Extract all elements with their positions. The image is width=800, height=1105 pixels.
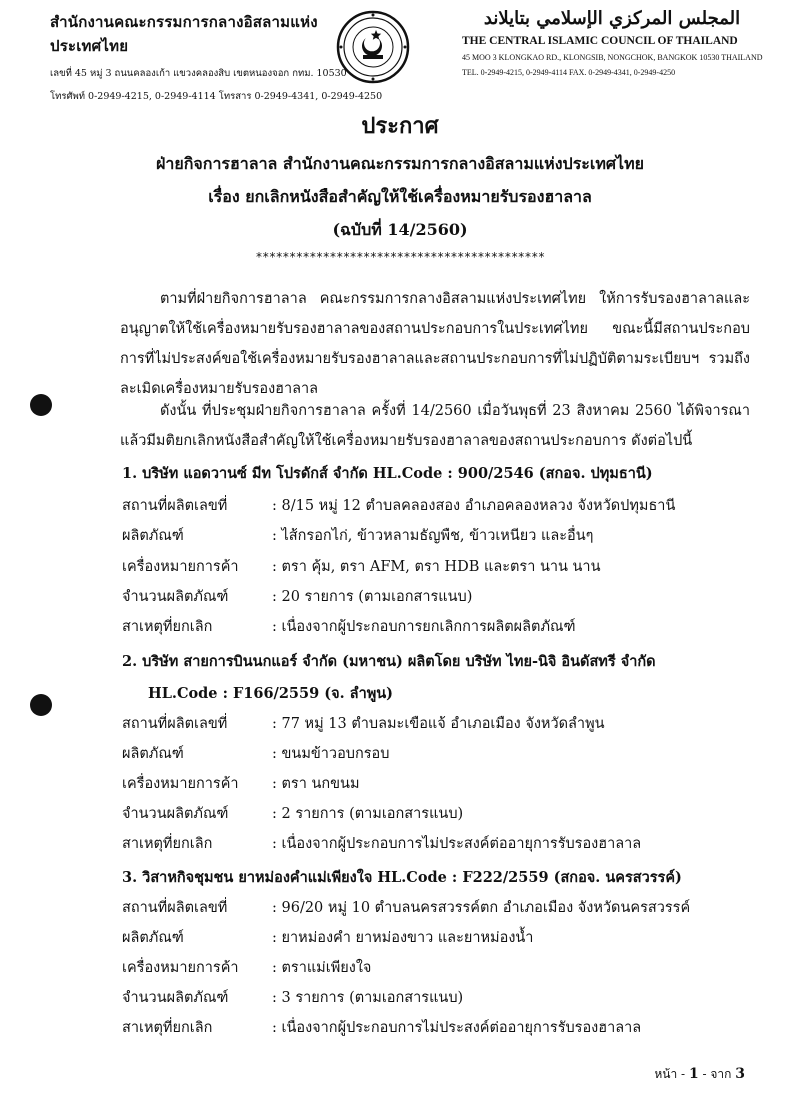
label-location: สถานที่ผลิตเลขที่ (122, 498, 228, 514)
label-reason: สาเหตุที่ยกเลิก (122, 619, 213, 635)
value-reason: : เนื่องจากผู้ประกอบการยกเลิกการผลิตผลิตภัณฑ์ (272, 619, 576, 635)
value-product: : ยาหม่องคำ ยาหม่องขาว และยาหม่องน้ำ (272, 930, 534, 946)
item-heading-code: HL.Code : F166/2559 (จ. ลำพูน) (148, 685, 394, 702)
label-trademark: เครื่องหมายการค้า (122, 960, 239, 976)
value-product: : ไส้กรอกไก่, ข้าวหลามธัญพืช, ข้าวเหนียว และอื่นๆ (272, 528, 594, 544)
punch-hole (30, 394, 52, 416)
item-heading: 3. วิสาหกิจชุมชน ยาหม่องคำแม่เพียงใจ HL.Code : F222/2559 (สกอจ. นครสวรรค์) (122, 869, 682, 886)
doc-issuer: ฝ่ายกิจการฮาลาล สำนักงานคณะกรรมการกลางอิสลามแห่งประเทศไทย (155, 154, 645, 173)
page-prefix: หน้า - (654, 1067, 686, 1081)
label-trademark: เครื่องหมายการค้า (122, 776, 239, 792)
doc-number: (ฉบับที่ 14/2560) (332, 220, 468, 239)
page-current: 1 (688, 1066, 699, 1082)
punch-hole (30, 694, 52, 716)
value-product: : ขนมข้าวอบกรอบ (272, 746, 390, 762)
doc-subject: เรื่อง ยกเลิกหนังสือสำคัญให้ใช้เครื่องหมายรับรองฮาลาล (208, 187, 592, 206)
value-trademark: : ตรา นกขนม (272, 776, 360, 792)
item-heading: 1. บริษัท แอดวานซ์ มีท โปรดักส์ จำกัด HL.Code : 900/2546 (สกอจ. ปทุมธานี) (122, 465, 653, 482)
org-name-thai: สำนักงานคณะกรรมการกลางอิสลามแห่งประเทศไทย (50, 13, 318, 55)
label-reason: สาเหตุที่ยกเลิก (122, 836, 213, 852)
label-location: สถานที่ผลิตเลขที่ (122, 900, 228, 916)
org-name-english: THE CENTRAL ISLAMIC COUNCIL OF THAILAND (462, 35, 738, 47)
label-location: สถานที่ผลิตเลขที่ (122, 716, 228, 732)
letterhead-english (462, 8, 762, 77)
label-reason: สาเหตุที่ยกเลิก (122, 1020, 213, 1036)
paragraph-intro: ตามที่ฝ่ายกิจการฮาลาล คณะกรรมการกลางอิสลามแห่งประเทศไทย ให้การรับรองฮาลาลและอนุญาตให้ใช้เครื่องหมายรับรองฮาลาลของสถานประกอบการในประเทศไทย ขณะนี้มีสถานประกอบการที่ไม่ประสงค์ขอใช้เครื่องหมายรับรองฮาลาลและสถานประกอบการที่ไม่ปฏิบัติตามระเบียบฯ รวมถึงละเมิดเครื่องหมายรับรองฮาลาล (120, 291, 750, 397)
value-reason: : เนื่องจากผู้ประกอบการไม่ประสงค์ต่ออายุการรับรองฮาลาล (272, 836, 642, 852)
label-count: จำนวนผลิตภัณฑ์ (122, 990, 229, 1006)
value-location: : 77 หมู่ 13 ตำบลมะเขือแจ้ อำเภอเมือง จังหวัดลำพูน (272, 716, 605, 732)
value-count: : 20 รายการ (ตามเอกสารแนบ) (272, 589, 473, 605)
council-seal-icon (336, 10, 410, 84)
label-product: ผลิตภัณฑ์ (122, 930, 184, 946)
value-count: : 3 รายการ (ตามเอกสารแนบ) (272, 990, 464, 1006)
value-trademark: : ตรา คุ้ม, ตรา AFM, ตรา HDB และตรา นาน นาน (272, 559, 601, 575)
label-count: จำนวนผลิตภัณฑ์ (122, 806, 229, 822)
label-product: ผลิตภัณฑ์ (122, 746, 184, 762)
value-reason: : เนื่องจากผู้ประกอบการไม่ประสงค์ต่ออายุการรับรองฮาลาล (272, 1020, 642, 1036)
org-name-arabic: المجلس المركزي الإسلامي بتايلاند (483, 8, 741, 29)
page-mid: - จาก (702, 1067, 732, 1081)
value-trademark: : ตราแม่เพียงใจ (272, 960, 372, 976)
label-product: ผลิตภัณฑ์ (122, 528, 184, 544)
page-total: 3 (735, 1066, 745, 1082)
separator: ******************************************* (255, 250, 545, 264)
value-location: : 96/20 หมู่ 10 ตำบลนครสวรรค์ตก อำเภอเมือง จังหวัดนครสวรรค์ (272, 900, 691, 916)
org-address-english: 45 MOO 3 KLONGKAO RD., KLONGSIB, NONGCHOK, BANGKOK 10530 THAILAND (462, 53, 763, 62)
label-trademark: เครื่องหมายการค้า (122, 559, 239, 575)
org-tel-thai: โทรศัพท์ 0-2949-4215, 0-2949-4114 โทรสาร 0-2949-4341, 0-2949-4250 (50, 91, 383, 102)
letterhead-thai (50, 10, 383, 104)
paragraph-resolution: ดังนั้น ที่ประชุมฝ่ายกิจการฮาลาล ครั้งที่ 14/2560 เมื่อวันพุธที่ 23 สิงหาคม 2560 ได้พิจารณาแล้วมีมติยกเลิกหนังสือสำคัญให้ใช้เครื่องหมายรับรองฮาลาลของสถานประกอบการ ดังต่อไปนี้ (120, 403, 750, 449)
org-address-thai: เลขที่ 45 หมู่ 3 ถนนคลองเก้า แขวงคลองสิบ เขตหนองจอก กทม. 10530 (50, 68, 347, 79)
doc-title: ประกาศ (361, 113, 439, 139)
value-location: : 8/15 หมู่ 12 ตำบลคลองสอง อำเภอคลองหลวง จังหวัดปทุมธานี (272, 498, 676, 514)
page-number (654, 1065, 745, 1084)
value-count: : 2 รายการ (ตามเอกสารแนบ) (272, 806, 464, 822)
label-count: จำนวนผลิตภัณฑ์ (122, 589, 229, 605)
item-heading: 2. บริษัท สายการบินนกแอร์ จำกัด (มหาชน) ผลิตโดย บริษัท ไทย-นิจิ อินดัสทรี จำกัด (122, 653, 656, 670)
org-tel-english: TEL. 0-2949-4215, 0-2949-4114 FAX. 0-2949-4341, 0-2949-4250 (462, 68, 676, 77)
